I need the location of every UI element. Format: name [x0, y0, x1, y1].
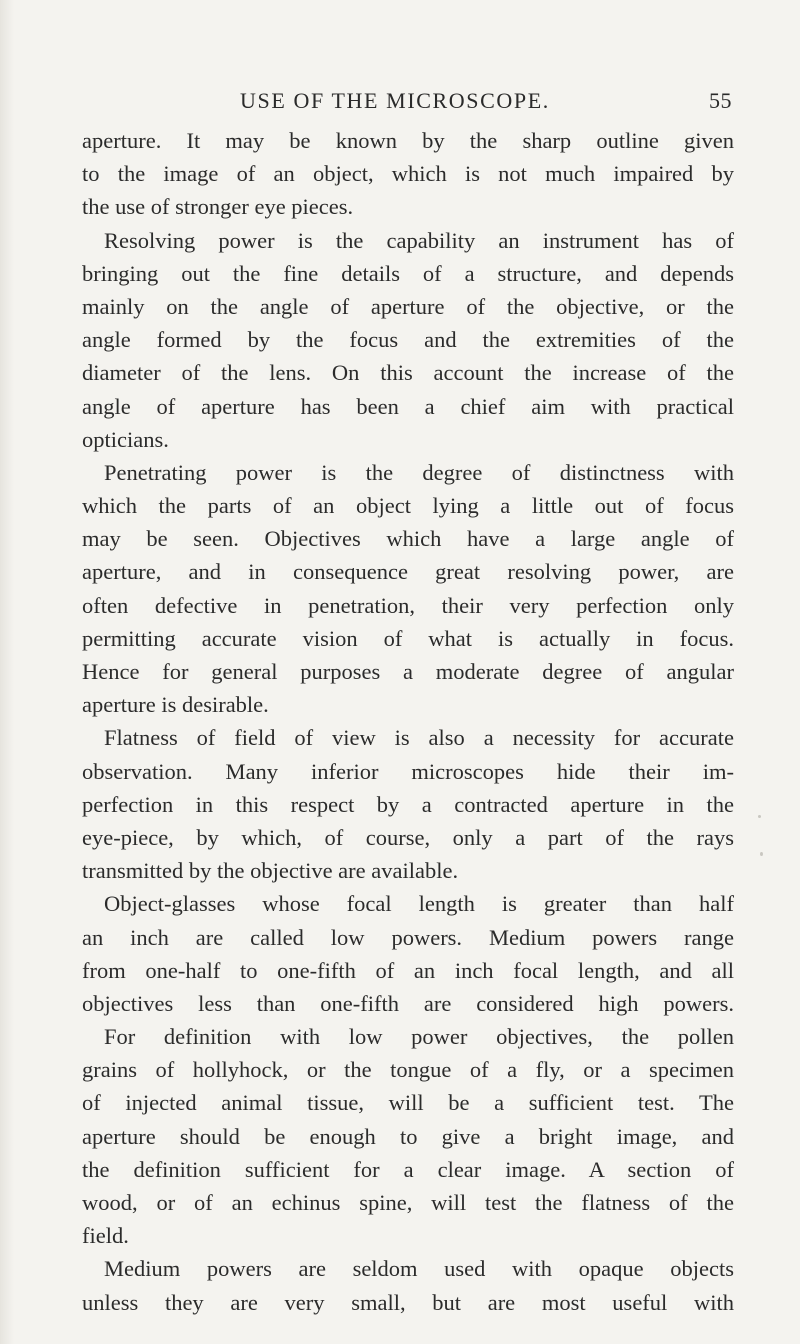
text-line: often defective in penetration, their very perfection only [82, 592, 734, 618]
text-line: mainly on the angle of aperture of the objective, or the [82, 293, 734, 319]
body-text [82, 124, 734, 1319]
text-line: transmitted by the objective are available. [82, 858, 459, 884]
text-line: Object-glasses whose focal length is greater than half [104, 891, 734, 917]
text-line: to the image of an object, which is not much impaired by [82, 161, 734, 187]
text-line: of injected animal tissue, will be a sufficient test. The [82, 1090, 734, 1116]
text-line: aperture should be enough to give a bright image, and [82, 1123, 734, 1149]
text-line: diameter of the lens. On this account the increase of the [82, 360, 734, 386]
text-line: an inch are called low powers. Medium powers range [82, 924, 734, 950]
text-line: Flatness of field of view is also a necessity for accurate [104, 725, 734, 751]
text-line: aperture, and in consequence great resolving power, are [82, 559, 734, 585]
text-line: For definition with low power objectives, the pollen [104, 1024, 734, 1050]
text-line: field. [82, 1223, 129, 1249]
text-line: perfection in this respect by a contracted aperture in the [82, 791, 734, 817]
text-line: Medium powers are seldom used with opaque objects [104, 1256, 734, 1282]
text-line: angle of aperture has been a chief aim with practical [82, 393, 734, 419]
text-line: which the parts of an object lying a little out of focus [82, 493, 734, 519]
text-line: may be seen. Objectives which have a large angle of [82, 526, 734, 552]
text-line: grains of hollyhock, or the tongue of a fly, or a specimen [82, 1057, 734, 1083]
page-edge-shadow [0, 0, 14, 1344]
text-line: the definition sufficient for a clear image. A section of [82, 1156, 734, 1182]
text-line: eye-piece, by which, of course, only a part of the rays [82, 824, 734, 850]
text-line: unless they are very small, but are most useful with [82, 1289, 734, 1315]
text-line: Hence for general purposes a moderate degree of angular [82, 659, 734, 684]
text-line: objectives less than one-fifth are considered high powers. [82, 990, 734, 1016]
running-head [240, 88, 732, 118]
text-line: permitting accurate vision of what is actually in focus. [82, 625, 734, 651]
text-line: Resolving power is the capability an instrument has of [104, 227, 734, 253]
text-line: aperture is desirable. [82, 692, 269, 718]
running-title: USE OF THE MICROSCOPE. [240, 88, 550, 113]
text-line: opticians. [82, 426, 169, 452]
text-line: wood, or of an echinus spine, will test the flatness of the [82, 1190, 734, 1215]
text-line: bringing out the fine details of a structure, and depends [82, 260, 734, 286]
text-line: observation. Many inferior microscopes hide their im- [82, 758, 734, 784]
ink-speck [758, 815, 761, 818]
page-number: 55 [709, 88, 732, 113]
text-line: aperture. It may be known by the sharp outline given [82, 128, 734, 153]
text-line: from one-half to one-fifth of an inch focal length, and all [82, 957, 734, 983]
text-line: the use of stronger eye pieces. [82, 194, 354, 220]
ink-speck [760, 852, 763, 856]
text-line: Penetrating power is the degree of distinctness with [104, 459, 734, 485]
text-line: angle formed by the focus and the extremities of the [82, 327, 734, 353]
